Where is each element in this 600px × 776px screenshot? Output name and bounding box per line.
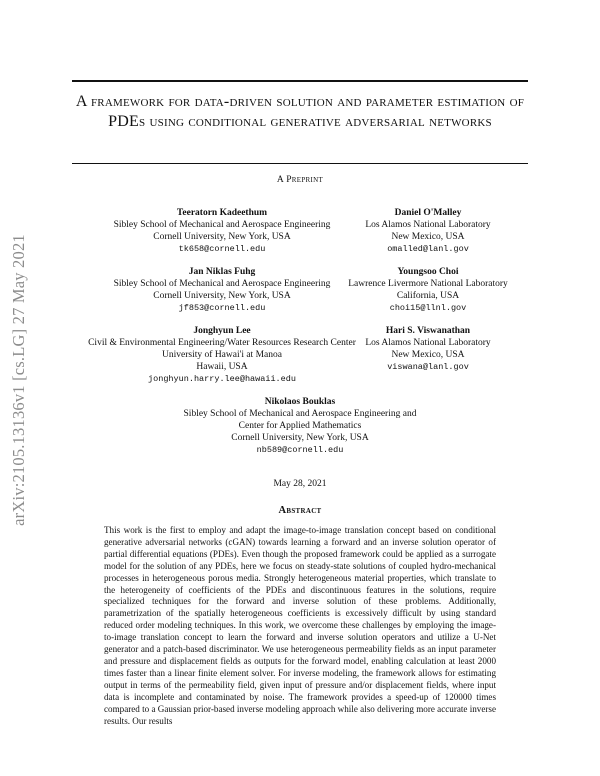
author-block (72, 266, 372, 314)
author-block (328, 266, 528, 314)
title-top-rule (72, 80, 528, 82)
author-affiliation: Cornell University, New York, USA (153, 232, 291, 242)
author-affiliation: Civil & Environmental Engineering/Water Resources Research Center (88, 338, 356, 348)
author-block (328, 325, 528, 373)
author-block (328, 207, 528, 255)
author-affiliation: California, USA (396, 291, 460, 301)
title-bottom-rule (72, 163, 528, 164)
publication-date: May 28, 2021 (273, 479, 327, 489)
author-email[interactable]: jonghyun.harry.lee@hawaii.edu (148, 374, 296, 384)
arxiv-identifier: arXiv:2105.13136v1 [cs.LG] 27 May 2021 (9, 234, 28, 526)
author-name: Hari S. Viswanathan (385, 326, 471, 336)
abstract-text: This work is the first to employ and adapt the image-to-image translation concept based on conditional generative adversarial networks (cGAN) towards learning a forward and an inverse solution operator of partial differential equations (PDEs). Even though the proposed framework could be applied as a surrogate model for the solution of any PDEs, here we focus on steady-state solutions of coupled hydro-mechanical processes in heterogeneous porous media. Strongly heterogeneous material properties, which translate to the heterogeneity of coefficients of the PDEs and discontinuous features in the solutions, require specialized techniques for the forward and inverse solution of these problems. Additionally, parametrization of the spatially heterogeneous coefficients is excessively difficult by using standard reduced order modeling techniques. In this work, we overcome these challenges by employing the image-to-image translation concept to learn the forward and inverse solution operators and utilize a U-Net generator and a patch-based discriminator. We use heterogeneous permeability fields as an input parameter and pressure and displacement fields as outputs for the forward model, enabling calculation at least 2000 times faster than a linear finite element solver. For inverse modeling, the framework allows for estimating output in terms of the permeability field, given input of pressure and/or displacement fields, where input data is incomplete and contaminated by noise. The framework provides a speed-up of 120000 times compared to a Gaussian prior-based inverse modeling approach while also delivering more accurate inverse results. Our results (104, 525, 496, 726)
author-affiliation: Cornell University, New York, USA (153, 291, 291, 301)
author-affiliation: New Mexico, USA (391, 232, 465, 242)
paper-title: A framework for data-driven solution and parameter estimation of PDEs using conditional generative adversarial networks (75, 93, 525, 130)
author-affiliation: New Mexico, USA (391, 350, 465, 360)
author-block (72, 396, 528, 456)
author-affiliation: Sibley School of Mechanical and Aerospace Engineering (113, 220, 331, 230)
author-affiliation: Los Alamos National Laboratory (365, 338, 491, 348)
author-affiliation: Los Alamos National Laboratory (365, 220, 491, 230)
author-email[interactable]: viswana@lanl.gov (387, 362, 469, 372)
author-block (72, 325, 372, 385)
author-affiliation: Cornell University, New York, USA (231, 433, 369, 443)
author-affiliation: Hawaii, USA (196, 362, 248, 372)
author-affiliation: Sibley School of Mechanical and Aerospace Engineering (113, 279, 331, 289)
author-name: Jonghyun Lee (193, 326, 251, 336)
author-name: Daniel O'Malley (394, 208, 462, 218)
author-email[interactable]: jf853@cornell.edu (178, 303, 266, 313)
author-email[interactable]: nb589@cornell.edu (256, 445, 344, 455)
author-name: Teeratorn Kadeethum (176, 208, 268, 218)
author-name: Jan Niklas Fuhg (188, 267, 256, 277)
author-email[interactable]: tk658@cornell.edu (178, 244, 266, 254)
author-email[interactable]: omalled@lanl.gov (387, 244, 469, 254)
author-email[interactable]: choi15@llnl.gov (389, 303, 467, 313)
preprint-label: A Preprint (276, 175, 324, 185)
author-affiliation: Sibley School of Mechanical and Aerospace Engineering and (183, 409, 417, 419)
abstract-heading: Abstract (278, 505, 322, 516)
author-name: Nikolaos Bouklas (264, 397, 336, 407)
author-affiliation: Center for Applied Mathematics (238, 421, 362, 431)
author-affiliation: Lawrence Livermore National Laboratory (348, 279, 508, 289)
author-name: Youngsoo Choi (397, 267, 459, 277)
author-block (72, 207, 372, 255)
author-affiliation: University of Hawai'i at Manoa (162, 350, 282, 360)
